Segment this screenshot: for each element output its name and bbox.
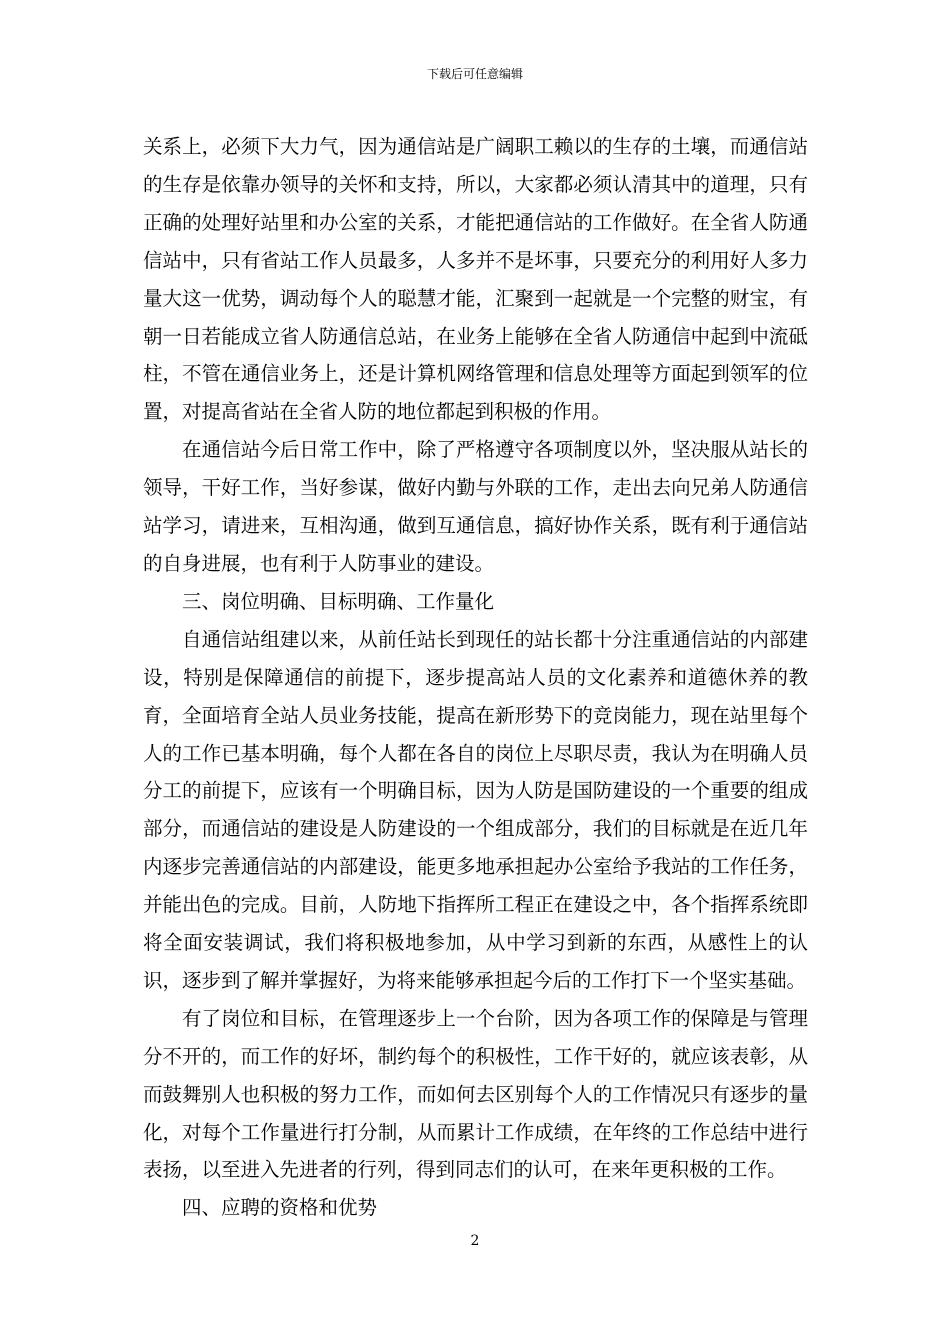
paragraph-3: 自通信站组建以来，从前任站长到现任的站长都十分注重通信站的内部建设，特别是保障通信的前提下，逐步提高站人员的文化素养和道德休养的教育，全面培育全站人员业务技能，提高在新形势下的竞岗能力，现在站里每个人的工作已基本明确，每个人都在各自的岗位上尽职尽责，我认为在明确人员分工的前提下，应该有一个明确目标，因为人防是国防建设的一个重要的组成部分，而通信站的建设是人防建设的一个组成部分，我们的目标就是在近几年内逐步完善通信站的内部建设，能更多地承担起办公室给予我站的工作任务，并能出色的完成。目前，人防地下指挥所工程正在建设之中，各个指挥系统即将全面安装调试，我们将积极地参加，从中学习到新的东西，从感性上的认识，逐步到了解并掌握好，为将来能够承担起今后的工作打下一个坚实基础。 [143, 627, 808, 992]
paragraph-1: 关系上，必须下大力气，因为通信站是广阔职工赖以的生存的土壤，而通信站的生存是依靠办领导的关怀和支持，所以，大家都必须认清其中的道理，只有正确的处理好站里和办公室的关系，才能把通信站的工作做好。在全省人防通信站中，只有省站工作人员最多，人多并不是坏事，只要充分的利用好人多力量大这一优势，调动每个人的聪慧才能，汇聚到一起就是一个完整的财宝，有朝一日若能成立省人防通信总站，在业务上能够在全省人防通信中起到中流砥柱，不管在通信业务上，还是计算机网络管理和信息处理等方面起到领军的位置，对提高省站在全省人防的地位都起到积极的作用。 [143, 135, 808, 424]
paragraph-2: 在通信站今后日常工作中，除了严格遵守各项制度以外，坚决服从站长的领导，干好工作，当好参谋，做好内勤与外联的工作，走出去向兄弟人防通信站学习，请进来，互相沟通，做到互通信息，搞好协作关系，既有利于通信站的自身进展，也有利于人防事业的建设。 [143, 438, 808, 575]
page-number: 2 [470, 1233, 480, 1249]
section-heading-4: 四、应聘的资格和优势 [182, 1196, 378, 1220]
document-body [143, 128, 808, 1227]
page-header: 下载后可任意编辑 [426, 67, 523, 81]
paragraph-4: 有了岗位和目标，在管理逐步上一个台阶，因为各项工作的保障是与管理分不开的，而工作的好坏，制约每个的积极性，工作干好的，就应该表彰，从而鼓舞别人也积极的努力工作，而如何去区别每个人的工作情况只有逐步的量化，对每个工作量进行打分制，从而累计工作成绩，在年终的工作总结中进行表扬，以至进入先进者的行列，得到同志们的认可，在来年更积极的工作。 [143, 1006, 808, 1182]
section-heading-3: 三、岗位明确、目标明确、工作量化 [182, 589, 495, 613]
